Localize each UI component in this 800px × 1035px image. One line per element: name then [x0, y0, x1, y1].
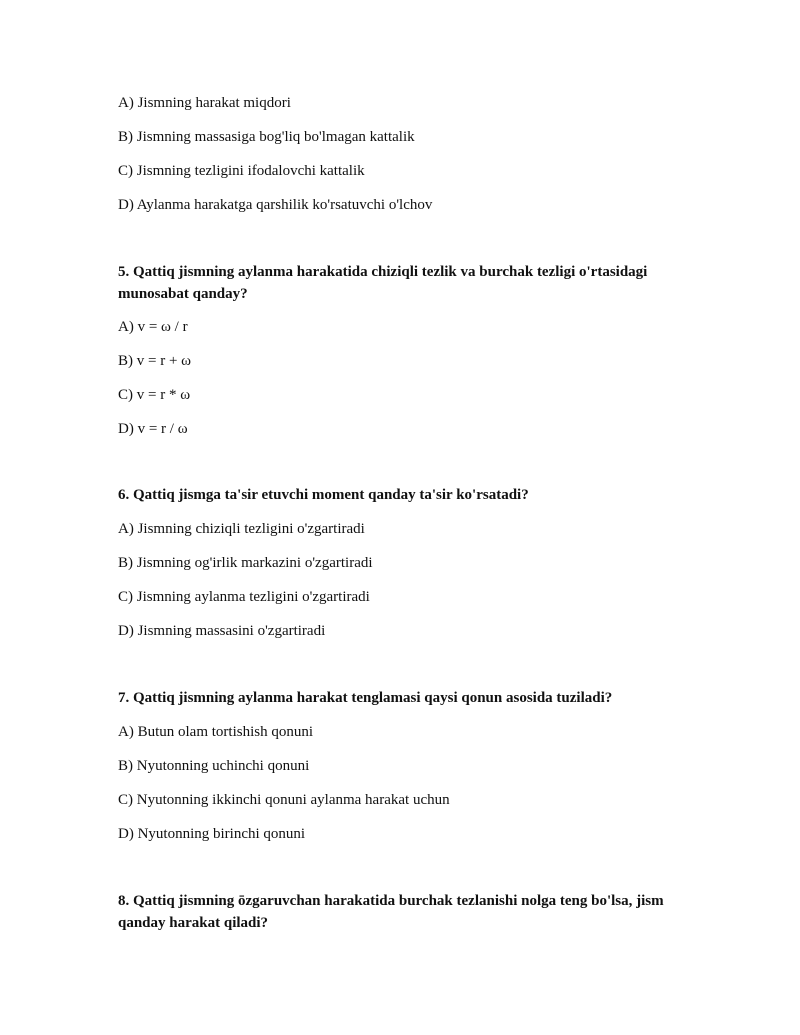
q6-option-d: D) Jismning massasini o'zgartiradi	[118, 623, 326, 639]
q7-option-c: C) Nyutonning ikkinchi qonuni aylanma harakat uchun	[118, 792, 450, 808]
q6-option-b: B) Jismning og'irlik markazini o'zgartiradi	[118, 555, 373, 571]
q5-option-b: B) v = r + ω	[118, 353, 192, 369]
q6-option-a: A) Jismning chiziqli tezligini o'zgartiradi	[118, 521, 365, 537]
q8-question: 8. Qattiq jismning ōzgaruvchan harakatida burchak tezlanishi nolga teng bo'lsa, jism qanday harakat qiladi?	[118, 893, 664, 931]
q4-option-d: D) Aylanma harakatga qarshilik ko'rsatuvchi o'lchov	[118, 197, 433, 213]
q5-option-d: D) v = r / ω	[118, 421, 188, 437]
q6-option-c: C) Jismning aylanma tezligini o'zgartiradi	[118, 589, 370, 605]
q5-option-c: C) v = r * ω	[118, 387, 191, 403]
q5-option-a: A) v = ω / r	[118, 319, 188, 335]
q4-option-c: C) Jismning tezligini ifodalovchi kattalik	[118, 163, 365, 179]
q5-question: 5. Qattiq jismning aylanma harakatida chiziqli tezlik va burchak tezligi o'rtasidagi munosabat qanday?	[118, 264, 648, 302]
q7-option-a: A) Butun olam tortishish qonuni	[118, 724, 313, 740]
q6-question: 6. Qattiq jismga ta'sir etuvchi moment qanday ta'sir ko'rsatadi?	[118, 487, 529, 503]
q4-option-a: A) Jismning harakat miqdori	[118, 95, 291, 111]
q4-option-b: B) Jismning massasiga bog'liq bo'lmagan kattalik	[118, 129, 415, 145]
q7-option-b: B) Nyutonning uchinchi qonuni	[118, 758, 310, 774]
q7-question: 7. Qattiq jismning aylanma harakat tenglamasi qaysi qonun asosida tuziladi?	[118, 690, 613, 706]
q7-option-d: D) Nyutonning birinchi qonuni	[118, 826, 306, 842]
